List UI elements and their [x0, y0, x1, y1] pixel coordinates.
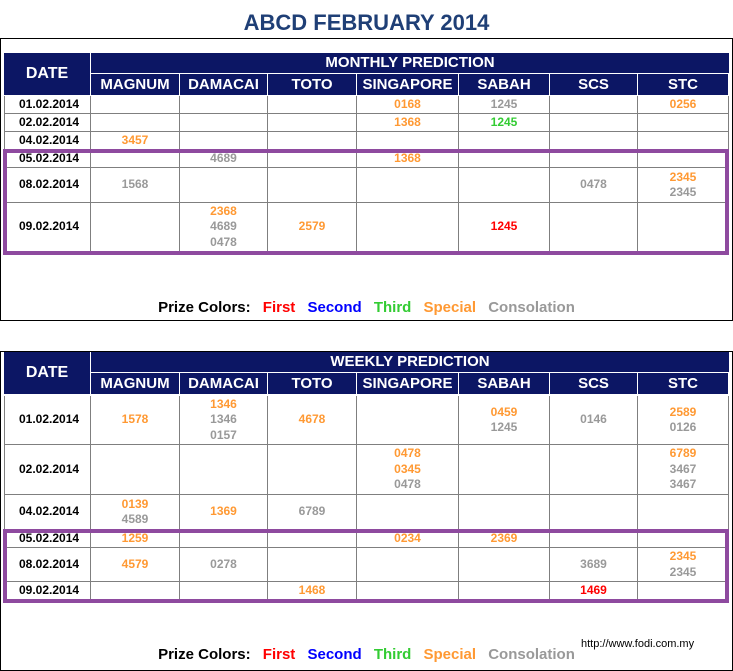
- monthly-cell-toto: [268, 114, 357, 132]
- weekly-row-date: 02.02.2014: [4, 445, 91, 495]
- monthly-cell-toto: [268, 203, 357, 252]
- weekly-cell-scs: [550, 495, 638, 530]
- weekly-cell-magnum: [91, 445, 180, 495]
- weekly-cell-damacai: [180, 548, 268, 582]
- weekly-cell-sabah: [459, 548, 550, 582]
- weekly-col-header-singapore: SINGAPORE: [357, 373, 458, 394]
- legend-second: Second: [307, 299, 362, 316]
- weekly-row-date: 05.02.2014: [4, 530, 91, 548]
- monthly-cell-singapore: [357, 168, 459, 203]
- weekly-cell-sabah: [459, 582, 550, 600]
- weekly-cell-stc: [638, 445, 729, 495]
- monthly-cell-singapore: [357, 203, 459, 252]
- prediction-number: 0139: [121, 496, 149, 511]
- prediction-number: 0168: [394, 96, 421, 111]
- monthly-cell-sabah: [459, 150, 550, 168]
- legend-special: Special: [423, 299, 477, 316]
- weekly-cell-scs: [550, 396, 638, 445]
- prediction-number: 1368: [394, 114, 421, 129]
- source-url[interactable]: http://www.fodi.com.my: [581, 638, 695, 650]
- weekly-cell-singapore: [357, 396, 459, 445]
- weekly-section-title: WEEKLY PREDICTION: [91, 352, 729, 372]
- prediction-number: 2345: [669, 169, 697, 184]
- weekly-row-date: 01.02.2014: [4, 396, 91, 445]
- prediction-number: 6789: [669, 446, 697, 461]
- monthly-cell-stc: [638, 168, 729, 203]
- prediction-number: 2345: [669, 549, 697, 563]
- monthly-cell-damacai: [180, 150, 268, 168]
- monthly-cell-singapore: [357, 114, 459, 132]
- monthly-cell-damacai: [180, 168, 268, 203]
- prediction-number: 0256: [669, 96, 697, 111]
- weekly-cell-scs: [550, 445, 638, 495]
- prediction-number: 2369: [490, 530, 518, 545]
- prediction-number: 2589: [669, 404, 697, 419]
- prediction-number: 1369: [210, 504, 237, 519]
- weekly-cell-magnum: [91, 396, 180, 445]
- prediction-number: 3689: [580, 556, 607, 571]
- legend-consolation: Consolation: [488, 646, 575, 663]
- weekly-cell-scs: [550, 548, 638, 582]
- monthly-section-title: MONTHLY PREDICTION: [91, 53, 729, 73]
- monthly-cell-magnum: [91, 203, 180, 252]
- weekly-cell-sabah: [459, 495, 550, 530]
- weekly-cell-damacai: [180, 396, 268, 445]
- prediction-number: 0478: [394, 446, 421, 461]
- prediction-number: 4689: [210, 150, 237, 165]
- weekly-cell-sabah: [459, 530, 550, 548]
- weekly-cell-toto: [268, 548, 357, 582]
- monthly-cell-singapore: [357, 150, 459, 168]
- prediction-number: 4689: [210, 219, 237, 234]
- legend-first: First: [262, 299, 296, 316]
- monthly-cell-magnum: [91, 150, 180, 168]
- weekly-col-header-sabah: SABAH: [459, 373, 549, 394]
- prediction-number: 1245: [490, 96, 518, 111]
- monthly-cell-damacai: [180, 96, 268, 114]
- prediction-number: 2368: [210, 203, 237, 218]
- prediction-number: 2345: [669, 564, 697, 579]
- monthly-cell-sabah: [459, 203, 550, 252]
- prediction-number: 1259: [121, 530, 149, 545]
- prediction-number: 6789: [298, 504, 326, 519]
- legend-label: Prize Colors:: [158, 646, 251, 663]
- prediction-number: 3457: [121, 132, 149, 147]
- prediction-number: 0478: [580, 177, 607, 192]
- monthly-cell-toto: [268, 132, 357, 150]
- prediction-number: 0345: [394, 461, 421, 476]
- legend-special: Special: [423, 646, 477, 663]
- prediction-number: 3467: [669, 477, 697, 492]
- monthly-cell-sabah: [459, 168, 550, 203]
- monthly-cell-toto: [268, 150, 357, 168]
- monthly-cell-scs: [550, 203, 638, 252]
- monthly-col-header-toto: TOTO: [268, 74, 356, 95]
- prediction-number: 0478: [394, 477, 421, 492]
- prediction-number: 3467: [669, 461, 697, 476]
- monthly-cell-magnum: [91, 96, 180, 114]
- weekly-cell-singapore: [357, 530, 459, 548]
- weekly-cell-sabah: [459, 445, 550, 495]
- monthly-row-date: 04.02.2014: [4, 132, 91, 150]
- monthly-row-date: 08.02.2014: [4, 168, 91, 203]
- prediction-number: 1245: [490, 219, 518, 234]
- monthly-cell-singapore: [357, 132, 459, 150]
- weekly-row-date: 08.02.2014: [4, 548, 91, 582]
- monthly-cell-scs: [550, 168, 638, 203]
- monthly-cell-toto: [268, 96, 357, 114]
- weekly-cell-magnum: [91, 582, 180, 600]
- prediction-number: 1568: [121, 177, 149, 192]
- monthly-cell-damacai: [180, 132, 268, 150]
- monthly-cell-sabah: [459, 132, 550, 150]
- monthly-cell-scs: [550, 114, 638, 132]
- legend-first: First: [262, 646, 296, 663]
- monthly-col-header-stc: STC: [638, 74, 728, 95]
- weekly-cell-singapore: [357, 548, 459, 582]
- page-title: ABCD FEBRUARY 2014: [243, 10, 490, 35]
- weekly-cell-toto: [268, 396, 357, 445]
- weekly-cell-toto: [268, 530, 357, 548]
- monthly-cell-toto: [268, 168, 357, 203]
- monthly-date-header: DATE: [4, 53, 90, 95]
- monthly-cell-sabah: [459, 96, 550, 114]
- monthly-cell-scs: [550, 96, 638, 114]
- monthly-cell-stc: [638, 150, 729, 168]
- weekly-cell-toto: [268, 445, 357, 495]
- monthly-col-header-magnum: MAGNUM: [91, 74, 179, 95]
- weekly-col-header-toto: TOTO: [268, 373, 356, 394]
- weekly-cell-singapore: [357, 445, 459, 495]
- prediction-number: 1346: [210, 396, 237, 411]
- weekly-cell-damacai: [180, 445, 268, 495]
- monthly-cell-magnum: [91, 114, 180, 132]
- legend-label: Prize Colors:: [158, 299, 251, 316]
- monthly-cell-stc: [638, 203, 729, 252]
- monthly-cell-singapore: [357, 96, 459, 114]
- weekly-col-header-damacai: DAMACAI: [180, 373, 267, 394]
- weekly-cell-stc: [638, 396, 729, 445]
- weekly-date-header: DATE: [4, 352, 90, 394]
- prediction-number: 1578: [121, 412, 149, 427]
- weekly-cell-damacai: [180, 530, 268, 548]
- monthly-cell-scs: [550, 150, 638, 168]
- prediction-number: 4579: [121, 556, 149, 571]
- weekly-cell-damacai: [180, 495, 268, 530]
- prediction-number: 0146: [580, 412, 607, 427]
- legend-second: Second: [307, 646, 362, 663]
- monthly-col-header-damacai: DAMACAI: [180, 74, 267, 95]
- weekly-col-header-magnum: MAGNUM: [91, 373, 179, 394]
- weekly-cell-stc: [638, 495, 729, 530]
- weekly-cell-magnum: [91, 548, 180, 582]
- prize-colors-legend-monthly: [0, 298, 733, 318]
- prediction-number: 0157: [210, 427, 237, 442]
- weekly-cell-scs: [550, 582, 638, 600]
- weekly-col-header-scs: SCS: [550, 373, 637, 394]
- monthly-row-date: 02.02.2014: [4, 114, 91, 132]
- weekly-cell-stc: [638, 582, 729, 600]
- weekly-cell-damacai: [180, 582, 268, 600]
- legend-third: Third: [373, 646, 412, 663]
- weekly-row-date: 04.02.2014: [4, 495, 91, 530]
- legend-consolation: Consolation: [488, 299, 575, 316]
- prediction-number: 0459: [490, 404, 518, 419]
- weekly-cell-magnum: [91, 495, 180, 530]
- monthly-cell-damacai: [180, 203, 268, 252]
- monthly-cell-damacai: [180, 114, 268, 132]
- prediction-number: 1368: [394, 150, 421, 165]
- prediction-number: 0278: [210, 556, 237, 571]
- prediction-number: 1346: [210, 412, 237, 427]
- weekly-cell-toto: [268, 495, 357, 530]
- monthly-cell-magnum: [91, 168, 180, 203]
- monthly-cell-sabah: [459, 114, 550, 132]
- monthly-cell-stc: [638, 132, 729, 150]
- weekly-cell-singapore: [357, 495, 459, 530]
- prediction-number: 1245: [490, 420, 518, 434]
- prediction-number: 2579: [298, 219, 326, 234]
- monthly-col-header-singapore: SINGAPORE: [357, 74, 458, 95]
- weekly-cell-magnum: [91, 530, 180, 548]
- prediction-number: 4678: [298, 412, 326, 427]
- weekly-cell-stc: [638, 548, 729, 582]
- monthly-cell-scs: [550, 132, 638, 150]
- weekly-cell-toto: [268, 582, 357, 600]
- prediction-number: 1468: [298, 582, 326, 597]
- legend-third: Third: [373, 299, 412, 316]
- prediction-number: 2345: [669, 185, 697, 199]
- prediction-number: 0234: [394, 530, 421, 545]
- monthly-row-date: 01.02.2014: [4, 96, 91, 114]
- monthly-cell-stc: [638, 96, 729, 114]
- prediction-number: 1469: [580, 582, 607, 597]
- prediction-number: 4589: [121, 512, 149, 526]
- weekly-col-header-stc: STC: [638, 373, 728, 394]
- monthly-col-header-sabah: SABAH: [459, 74, 549, 95]
- weekly-row-date: 09.02.2014: [4, 582, 91, 600]
- prediction-number: 0126: [669, 420, 697, 434]
- monthly-col-header-scs: SCS: [550, 74, 637, 95]
- weekly-cell-sabah: [459, 396, 550, 445]
- monthly-cell-stc: [638, 114, 729, 132]
- weekly-cell-scs: [550, 530, 638, 548]
- monthly-row-date: 09.02.2014: [4, 203, 91, 252]
- weekly-cell-singapore: [357, 582, 459, 600]
- prediction-number: 1245: [490, 114, 518, 129]
- monthly-row-date: 05.02.2014: [4, 150, 91, 168]
- prediction-number: 0478: [210, 234, 237, 249]
- weekly-cell-stc: [638, 530, 729, 548]
- monthly-cell-magnum: [91, 132, 180, 150]
